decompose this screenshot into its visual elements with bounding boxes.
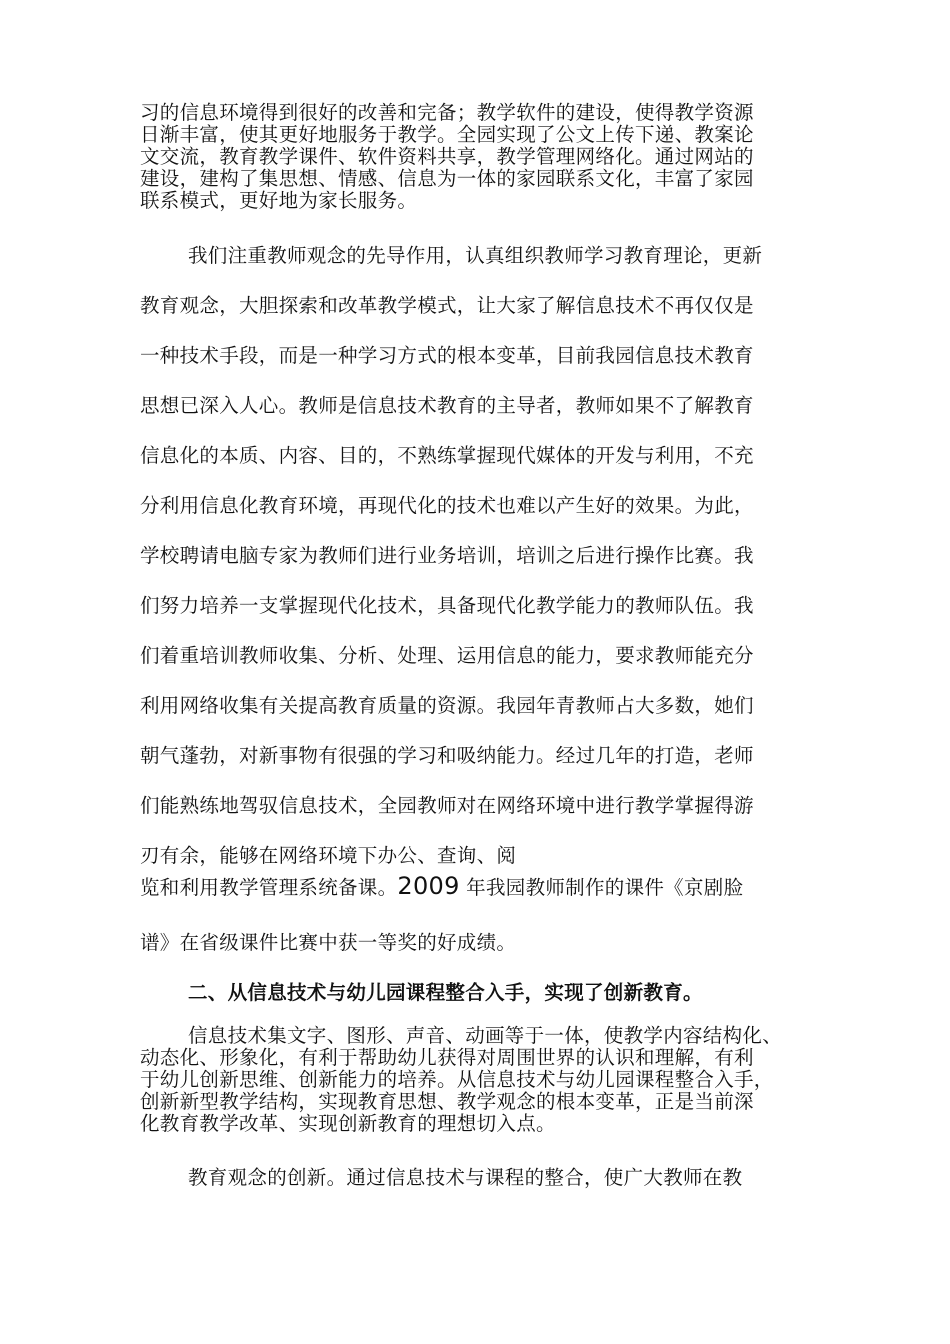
text-line: 朝气蓬勃，对新事物有很强的学习和吸纳能力。经过几年的打造，老师 (140, 744, 754, 767)
text-segment: 览和利用教学管理系统备课。 (140, 876, 398, 899)
text-line: 一种技术手段，而是一种学习方式的根本变革，目前我园信息技术教育 (140, 344, 754, 367)
text-line: 习的信息环境得到很好的改善和完备；教学软件的建设，使得教学资源 (140, 101, 754, 124)
text-line: 联系模式，更好地为家长服务。 (140, 189, 418, 212)
paragraph-teacher-concepts (140, 231, 830, 881)
text-line: 谱》在省级课件比赛中获一等奖的好成绩。 (140, 931, 517, 954)
text-line: 建设，建构了集思想、情感、信息为一体的家园联系文化，丰富了家园 (140, 167, 754, 190)
year-number: 2009 (397, 872, 460, 900)
text-line: 思想已深入人心。教师是信息技术教育的主导者，教师如果不了解教育 (140, 394, 754, 417)
text-line: 创新新型教学结构，实现教育思想、教学观念的根本变革，正是当前深 (140, 1090, 754, 1113)
text-line: 教育观念的创新。通过信息技术与课程的整合，使广大教师在教 (188, 1166, 743, 1189)
text-line: 文交流，教育教学课件、软件资料共享，教学管理网络化。通过网站的 (140, 145, 754, 168)
text-line: 信息技术集文字、图形、声音、动画等于一体，使教学内容结构化、 (188, 1024, 783, 1047)
text-segment: 年我园教师制作的课件《京剧脸 (459, 876, 744, 899)
text-line: 们能熟练地驾驭信息技术，全园教师对在网络环境中进行教学掌握得游 (140, 794, 754, 817)
paragraph-info-environment (140, 102, 830, 212)
paragraph-curriculum-integration (140, 1025, 830, 1135)
text-line: 分利用信息化教育环境，再现代化的技术也难以产生好的效果。为此， (140, 494, 754, 517)
text-line: 日渐丰富，使其更好地服务于教学。全园实现了公文上传下递、教案论 (140, 123, 754, 146)
text-line: 信息化的本质、内容、目的，不熟练掌握现代媒体的开发与利用，不充 (140, 444, 754, 467)
text-line: 利用网络收集有关提高教育质量的资源。我园年青教师占大多数，她们 (140, 694, 754, 717)
text-line: 学校聘请电脑专家为教师们进行业务培训，培训之后进行操作比赛。我 (140, 544, 754, 567)
text-line: 刃有余，能够在网络环境下办公、查询、阅 (140, 844, 517, 867)
section-heading: 二、从信息技术与幼儿园课程整合入手，实现了创新教育。 (188, 981, 703, 1004)
text-line: 化教育教学改革、实现创新教育的理想切入点。 (140, 1112, 556, 1135)
text-line: 教育观念，大胆探索和改革教学模式，让大家了解信息技术不再仅仅是 (140, 294, 754, 317)
text-line: 动态化、形象化，有利于帮助幼儿获得对周围世界的认识和理解，有利 (140, 1046, 754, 1069)
text-line: 我们注重教师观念的先导作用，认真组织教师学习教育理论，更新 (188, 244, 763, 267)
text-line: 们努力培养一支掌握现代化技术，具备现代化教学能力的教师队伍。我 (140, 594, 754, 617)
text-line: 于幼儿创新思维、创新能力的培养。从信息技术与幼儿园课程整合入手， (140, 1068, 774, 1091)
text-line: 们着重培训教师收集、分析、处理、运用信息的能力，要求教师能充分 (140, 644, 754, 667)
text-line-mixed (140, 872, 830, 900)
